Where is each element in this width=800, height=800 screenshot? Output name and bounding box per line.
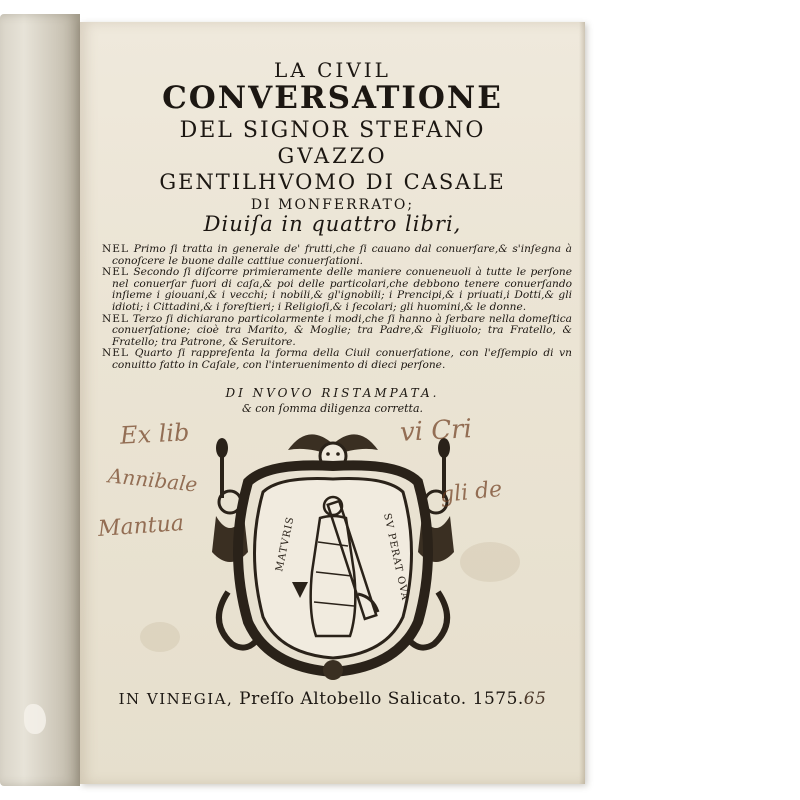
title-line-3: DEL SIGNOR STEFANO — [179, 118, 486, 143]
imprint-city: IN VINEGIA, — [118, 690, 234, 708]
summary-lead: NEL — [102, 243, 130, 255]
reprint-notice: DI NVOVO RISTAMPATA. — [225, 386, 440, 400]
manuscript-note-4: vi Cri — [399, 414, 473, 448]
manuscript-note-3: Mantua — [97, 511, 185, 542]
title-page — [80, 22, 585, 784]
printers-device-emblem — [208, 422, 458, 682]
book-spine — [0, 14, 80, 786]
summary-lead: NEL — [102, 347, 130, 360]
page-edge-shadow — [579, 22, 585, 784]
summary-paragraph-3 — [102, 314, 572, 349]
book-summary — [102, 244, 572, 372]
title-line-2: CONVERSATIONE — [162, 80, 503, 116]
summary-text: Quarto ſi rappreſenta la forma della Ciuil conuerſatione, con l'eſſempio di vn conuitto fatto in Caſale, con l'interuenimento di dieci perſone. — [112, 347, 572, 371]
summary-paragraph-4 — [102, 348, 572, 371]
imprint-year: 1575. — [472, 689, 524, 709]
summary-lead: NEL — [102, 266, 130, 279]
reprint-corrected-note: & con ſomma diligenza corretta. — [241, 402, 424, 415]
imprint-year-annotation: 65 — [523, 689, 547, 709]
summary-paragraph-1 — [102, 244, 572, 267]
summary-text: Terzo ſi dichiarano particolarmente i modi,che ſi hanno à ſerbare nella domeſtica conuerſatione; cioè tra Marito, & Moglie; tra Padre,& Figliuolo; tra Fratello, & Fratello; tra Patrone, & Seruitore. — [112, 312, 572, 348]
imprint-line — [80, 689, 585, 709]
title-line-1: LA CIVIL — [274, 58, 391, 82]
spine-wear-mark — [24, 704, 46, 734]
title-line-4: GVAZZO — [277, 144, 388, 168]
emblem-motto-left: MATVRIS — [274, 515, 297, 573]
title-text-block — [80, 22, 585, 784]
summary-paragraph-2 — [102, 267, 572, 313]
manuscript-note-2: Annibale — [106, 463, 199, 497]
emblem-motto-right: SV PERAT OVA — [381, 512, 411, 602]
manuscript-note-5: gli de — [438, 476, 504, 509]
manuscript-note-1: Ex lib — [119, 418, 191, 450]
title-subtitle: Diuiſa in quattro libri, — [203, 212, 462, 236]
summary-text: Secondo ſi diſcorre primieramente delle maniere conueneuoli à tutte le perſone nel conuerſar fuori di caſa,& poi delle particolari,che debbono tenere conuerſando inſieme i giouani,& i vecchi; i nobili,& gl'ignobili; i Prencipi,& i priuati,i Dotti,& gli idioti; i Cittadini,& i foreſtieri; i Religioſi,& i ſecolari; gli huomini,& le donne. — [112, 266, 572, 313]
title-line-5: GENTILHVOMO DI CASALE — [159, 170, 506, 194]
title-line-6: DI MONFERRATO; — [250, 197, 415, 213]
summary-lead: NEL — [102, 312, 130, 325]
summary-text: Primo ſi tratta in generale de' frutti,che ſi cauano dal conuerſare,& s'inſegna à conoſcere le buone dalle cattiue conuerſationi. — [112, 243, 572, 267]
imprint-printer: Preſſo Altobello Salicato. — [239, 689, 467, 709]
